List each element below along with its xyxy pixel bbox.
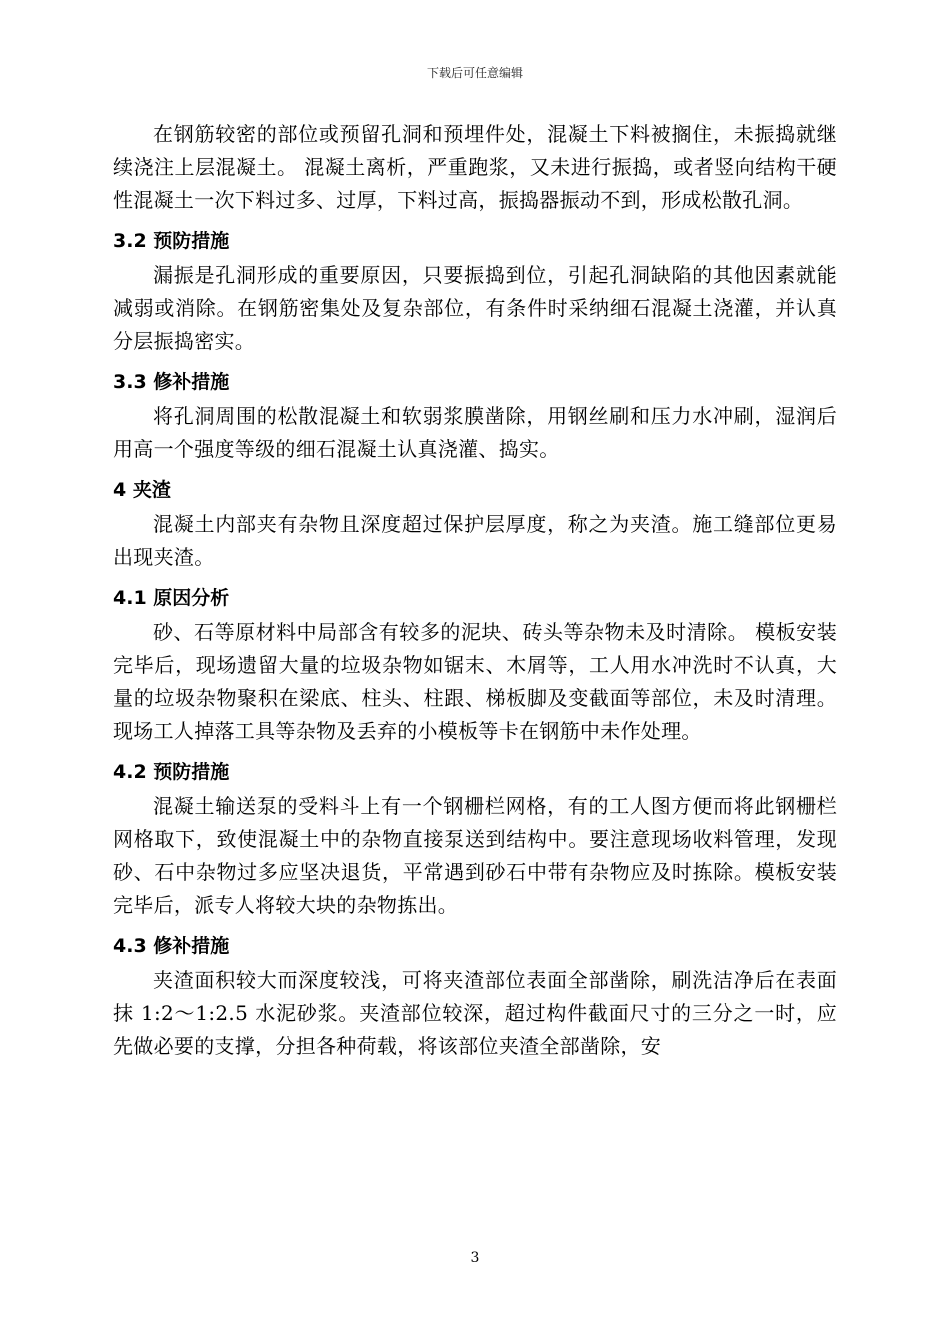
document-body: [113, 118, 837, 1063]
heading-4-3: 4.3 修补措施: [113, 935, 230, 957]
heading-4: 4 夹渣: [113, 479, 171, 501]
paragraph-4-2: 混凝土输送泵的受料斗上有一个钢栅栏网格，有的工人图方便而将此钢栅栏网格取下，致使混凝土中的杂物直接泵送到结构中。要注意现场收料管理，发现砂、石中杂物过多应坚决退货，平常遇到砂石中带有杂物应及时拣除。模板安装完毕后，派专人将较大块的杂物拣出。: [113, 794, 837, 917]
page-header: 下载后可任意编辑: [426, 66, 523, 80]
paragraph-4: 混凝土内部夹有杂物且深度超过保护层厚度，称之为夹渣。施工缝部位更易出现夹渣。: [113, 512, 837, 569]
heading-4-1: 4.1 原因分析: [113, 587, 230, 609]
page-number: 3: [470, 1250, 480, 1266]
heading-3-2: 3.2 预防措施: [113, 230, 230, 252]
paragraph-4-1: 砂、石等原材料中局部含有较多的泥块、砖头等杂物未及时清除。 模板安装完毕后，现场遗留大量的垃圾杂物如锯末、木屑等，工人用水冲洗时不认真，大量的垃圾杂物聚积在梁底、柱头、柱跟、梯板脚及变截面等部位，未及时清理。 现场工人掉落工具等杂物及丢弃的小模板等卡在钢筋中未作处理。: [113, 620, 837, 743]
paragraph-3-2: 漏振是孔洞形成的重要原因，只要振捣到位，引起孔洞缺陷的其他因素就能减弱或消除。在钢筋密集处及复杂部位，有条件时采纳细石混凝土浇灌，并认真分层振捣密实。: [113, 263, 837, 353]
paragraph-3-3: 将孔洞周围的松散混凝土和软弱浆膜凿除，用钢丝刷和压力水冲刷，湿润后用高一个强度等级的细石混凝土认真浇灌、捣实。: [113, 404, 837, 461]
paragraph-4-3: 夹渣面积较大而深度较浅，可将夹渣部位表面全部凿除，刷洗洁净后在表面抹 1:2～1:2.5 水泥砂浆。夹渣部位较深，超过构件截面尺寸的三分之一时，应先做必要的支撑，分担各种荷载，将该部位夹渣全部凿除，安: [113, 968, 837, 1058]
paragraph-3-1-cause: 在钢筋较密的部位或预留孔洞和预埋件处，混凝土下料被搁住，未振捣就继续浇注上层混凝土。 混凝土离析，严重跑浆，又未进行振捣，或者竖向结构干硬性混凝土一次下料过多、过厚，下料过高，振捣器振动不到，形成松散孔洞。: [113, 122, 837, 212]
heading-4-2: 4.2 预防措施: [113, 761, 230, 783]
heading-3-3: 3.3 修补措施: [113, 371, 230, 393]
